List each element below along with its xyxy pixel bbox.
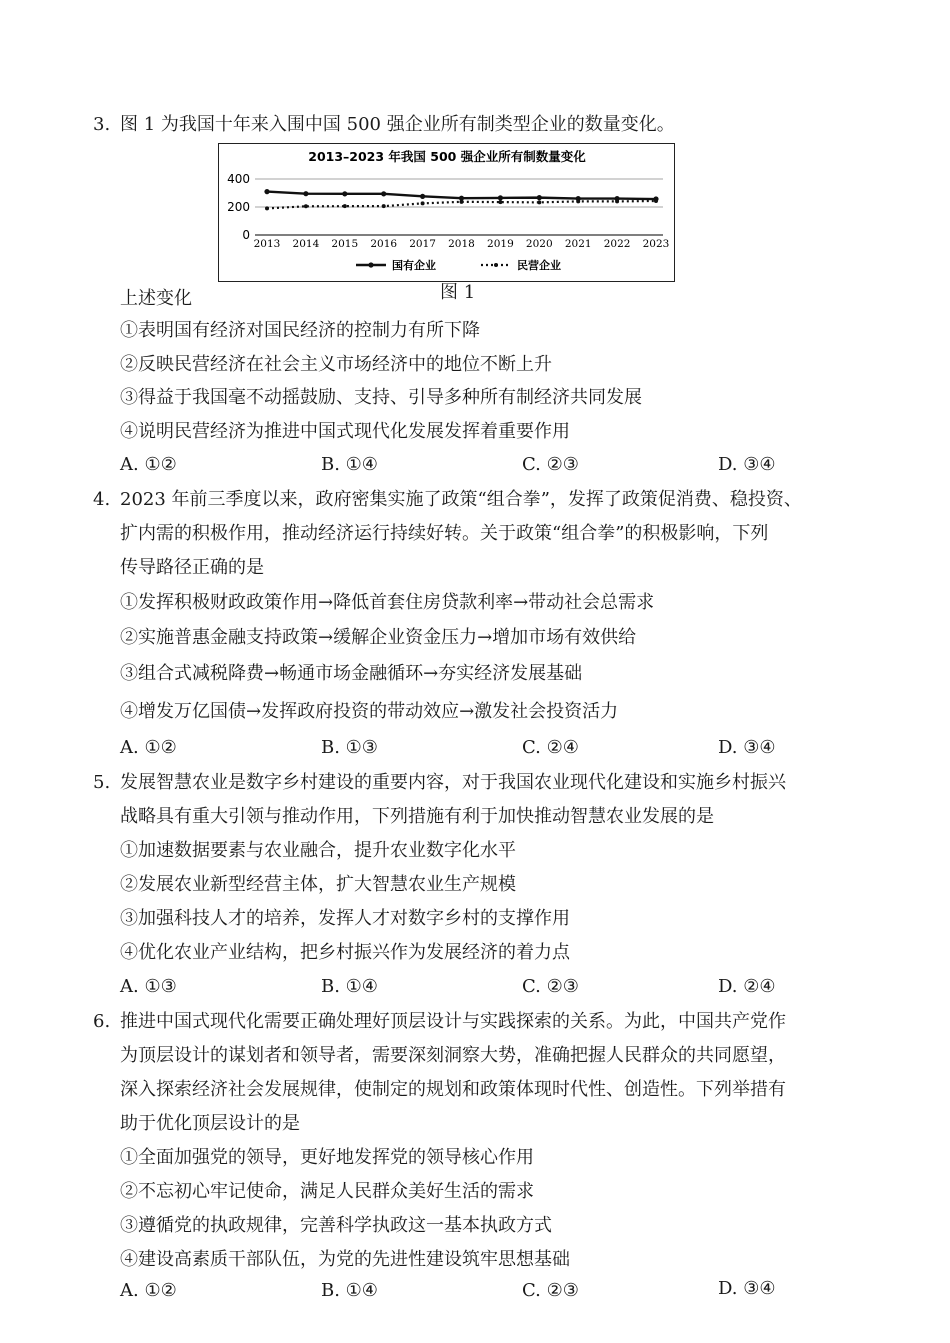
question-3-option-b[interactable]: B. ①④ (321, 454, 378, 475)
question-3-option-a[interactable]: A. ①② (120, 454, 177, 475)
question-3-item-4: ④说明民营经济为推进中国式现代化发展发挥着重要作用 (120, 421, 570, 442)
question-3-lead: 上述变化 (120, 288, 192, 309)
question-5-option-b[interactable]: B. ①④ (321, 976, 378, 997)
question-5-item-3: ③加强科技人才的培养，发挥人才对数字乡村的支撑作用 (120, 908, 570, 929)
question-4-item-1: ①发挥积极财政政策作用→降低首套住房贷款利率→带动社会总需求 (120, 592, 655, 613)
question-4-item-4: ④增发万亿国债→发挥政府投资的带动效应→激发社会投资活力 (120, 701, 619, 722)
chart-point-2 (343, 204, 347, 208)
question-4-option-c[interactable]: C. ②④ (522, 737, 579, 758)
question-4-stem-line-3: 传导路径正确的是 (120, 557, 264, 578)
chart-point-2 (615, 199, 619, 203)
chart-point-1 (420, 194, 425, 199)
chart-x-tick-label: 2016 (370, 238, 398, 250)
question-4-option-d[interactable]: D. ③④ (718, 737, 776, 758)
chart-svg (219, 144, 674, 281)
question-6-number: 6. (93, 1011, 111, 1032)
legend-label-1: 国有企业 (392, 259, 436, 272)
question-6-option-a[interactable]: A. ①② (120, 1280, 177, 1301)
question-6-stem-line-3: 深入探索经济社会发展规律，使制定的规划和政策体现时代性、创造性。下列举措有 (120, 1079, 786, 1100)
chart-point-2 (537, 200, 541, 204)
chart-x-tick-label: 2020 (525, 238, 553, 250)
chart-x-tick-label: 2023 (642, 238, 670, 250)
chart-point-2 (576, 199, 580, 203)
chart-point-1 (303, 191, 308, 196)
question-3-stem: 图 1 为我国十年来入围中国 500 强企业所有制类型企业的数量变化。 (120, 114, 675, 135)
chart-point-2 (654, 199, 658, 203)
chart-x-tick-label: 2014 (292, 238, 320, 250)
chart-x-axis (254, 238, 670, 250)
chart-x-tick-label: 2022 (603, 238, 631, 250)
question-6-stem-line-2: 为顶层设计的谋划者和领导者，需要深刻洞察大势，准确把握人民群众的共同愿望， (120, 1045, 786, 1066)
chart-grid (255, 179, 663, 235)
question-4-stem-line-2: 扩内需的积极作用，推动经济运行持续好转。关于政策“组合拳”的积极影响，下列 (120, 523, 769, 544)
chart-point-1 (537, 195, 542, 200)
chart-legend (356, 258, 561, 272)
question-3-number: 3. (93, 114, 111, 135)
question-6-stem-line-1: 推进中国式现代化需要正确处理好顶层设计与实践探索的关系。为此，中国共产党作 (120, 1011, 786, 1032)
chart-x-tick-label: 2018 (448, 238, 475, 250)
chart-y-tick-label: 200 (227, 200, 250, 214)
chart-y-tick-label: 400 (227, 172, 250, 186)
question-6-item-1: ①全面加强党的领导，更好地发挥党的领导核心作用 (120, 1147, 534, 1168)
question-5-number: 5. (93, 772, 111, 793)
chart-point-1 (381, 191, 386, 196)
chart-point-2 (498, 200, 502, 204)
question-5-option-a[interactable]: A. ①③ (120, 976, 177, 997)
question-5-item-2: ②发展农业新型经营主体，扩大智慧农业生产规模 (120, 874, 516, 895)
question-6-stem-line-4: 助于优化顶层设计的是 (120, 1113, 300, 1134)
question-4-option-b[interactable]: B. ①③ (321, 737, 378, 758)
question-3-item-3: ③得益于我国毫不动摇鼓励、支持、引导多种所有制经济共同发展 (120, 387, 642, 408)
chart-point-2 (421, 201, 425, 205)
question-6-option-d[interactable]: D. ③④ (718, 1278, 776, 1299)
legend-label-2: 民营企业 (517, 259, 561, 272)
question-6-option-b[interactable]: B. ①④ (321, 1280, 378, 1301)
question-5-option-c[interactable]: C. ②③ (522, 976, 579, 997)
question-3-option-d[interactable]: D. ③④ (718, 454, 776, 475)
question-5-item-1: ①加速数据要素与农业融合，提升农业数字化水平 (120, 840, 516, 861)
question-5-stem-line-1: 发展智慧农业是数字乡村建设的重要内容，对于我国农业现代化建设和实施乡村振兴 (120, 772, 786, 793)
question-5-item-4: ④优化农业产业结构，把乡村振兴作为发展经济的着力点 (120, 942, 570, 963)
chart-point-2 (382, 204, 386, 208)
question-3-item-2: ②反映民营经济在社会主义市场经济中的地位不断上升 (120, 354, 552, 375)
chart-x-tick-label: 2021 (564, 238, 592, 250)
chart-point-2 (304, 204, 308, 208)
question-4-number: 4. (93, 489, 111, 510)
chart-point-1 (264, 189, 269, 194)
question-4-item-3: ③组合式减税降费→畅通市场金融循环→夯实经济发展基础 (120, 663, 583, 684)
legend-marker-2 (494, 263, 498, 267)
question-5-option-d[interactable]: D. ②④ (718, 976, 776, 997)
chart-y-tick-label: 0 (242, 228, 250, 242)
chart-x-tick-label: 2019 (487, 238, 514, 250)
question-6-item-3: ③遵循党的执政规律，完善科学执政这一基本执政方式 (120, 1215, 552, 1236)
chart-title: 2013–2023 年我国 500 强企业所有制数量变化 (308, 149, 586, 164)
chart-point-2 (460, 200, 464, 204)
question-3-option-c[interactable]: C. ②③ (522, 454, 579, 475)
chart-point-1 (498, 195, 503, 200)
question-4-item-2: ②实施普惠金融支持政策→缓解企业资金压力→增加市场有效供给 (120, 627, 637, 648)
question-6-item-2: ②不忘初心牢记使命，满足人民群众美好生活的需求 (120, 1181, 534, 1202)
question-4-stem-line-1: 2023 年前三季度以来，政府密集实施了政策“组合拳”，发挥了政策促消费、稳投资、 (120, 489, 802, 510)
question-6-option-c[interactable]: C. ②③ (522, 1280, 579, 1301)
question-6-item-4: ④建设高素质干部队伍，为党的先进性建设筑牢思想基础 (120, 1249, 570, 1270)
chart-point-2 (265, 206, 269, 210)
question-4-option-a[interactable]: A. ①② (120, 737, 177, 758)
figure-caption: 图 1 (440, 282, 476, 303)
question-5-stem-line-2: 战略具有重大引领与推动作用，下列措施有利于加快推动智慧农业发展的是 (120, 806, 714, 827)
chart-x-tick-label: 2013 (253, 238, 281, 250)
chart-point-1 (342, 191, 347, 196)
chart-x-tick-label: 2017 (409, 238, 436, 250)
legend-marker-1 (368, 262, 373, 267)
chart-y-axis (227, 172, 250, 242)
question-3-item-1: ①表明国有经济对国民经济的控制力有所下降 (120, 320, 480, 341)
chart-x-tick-label: 2015 (331, 238, 359, 250)
ownership-line-chart (218, 143, 675, 282)
